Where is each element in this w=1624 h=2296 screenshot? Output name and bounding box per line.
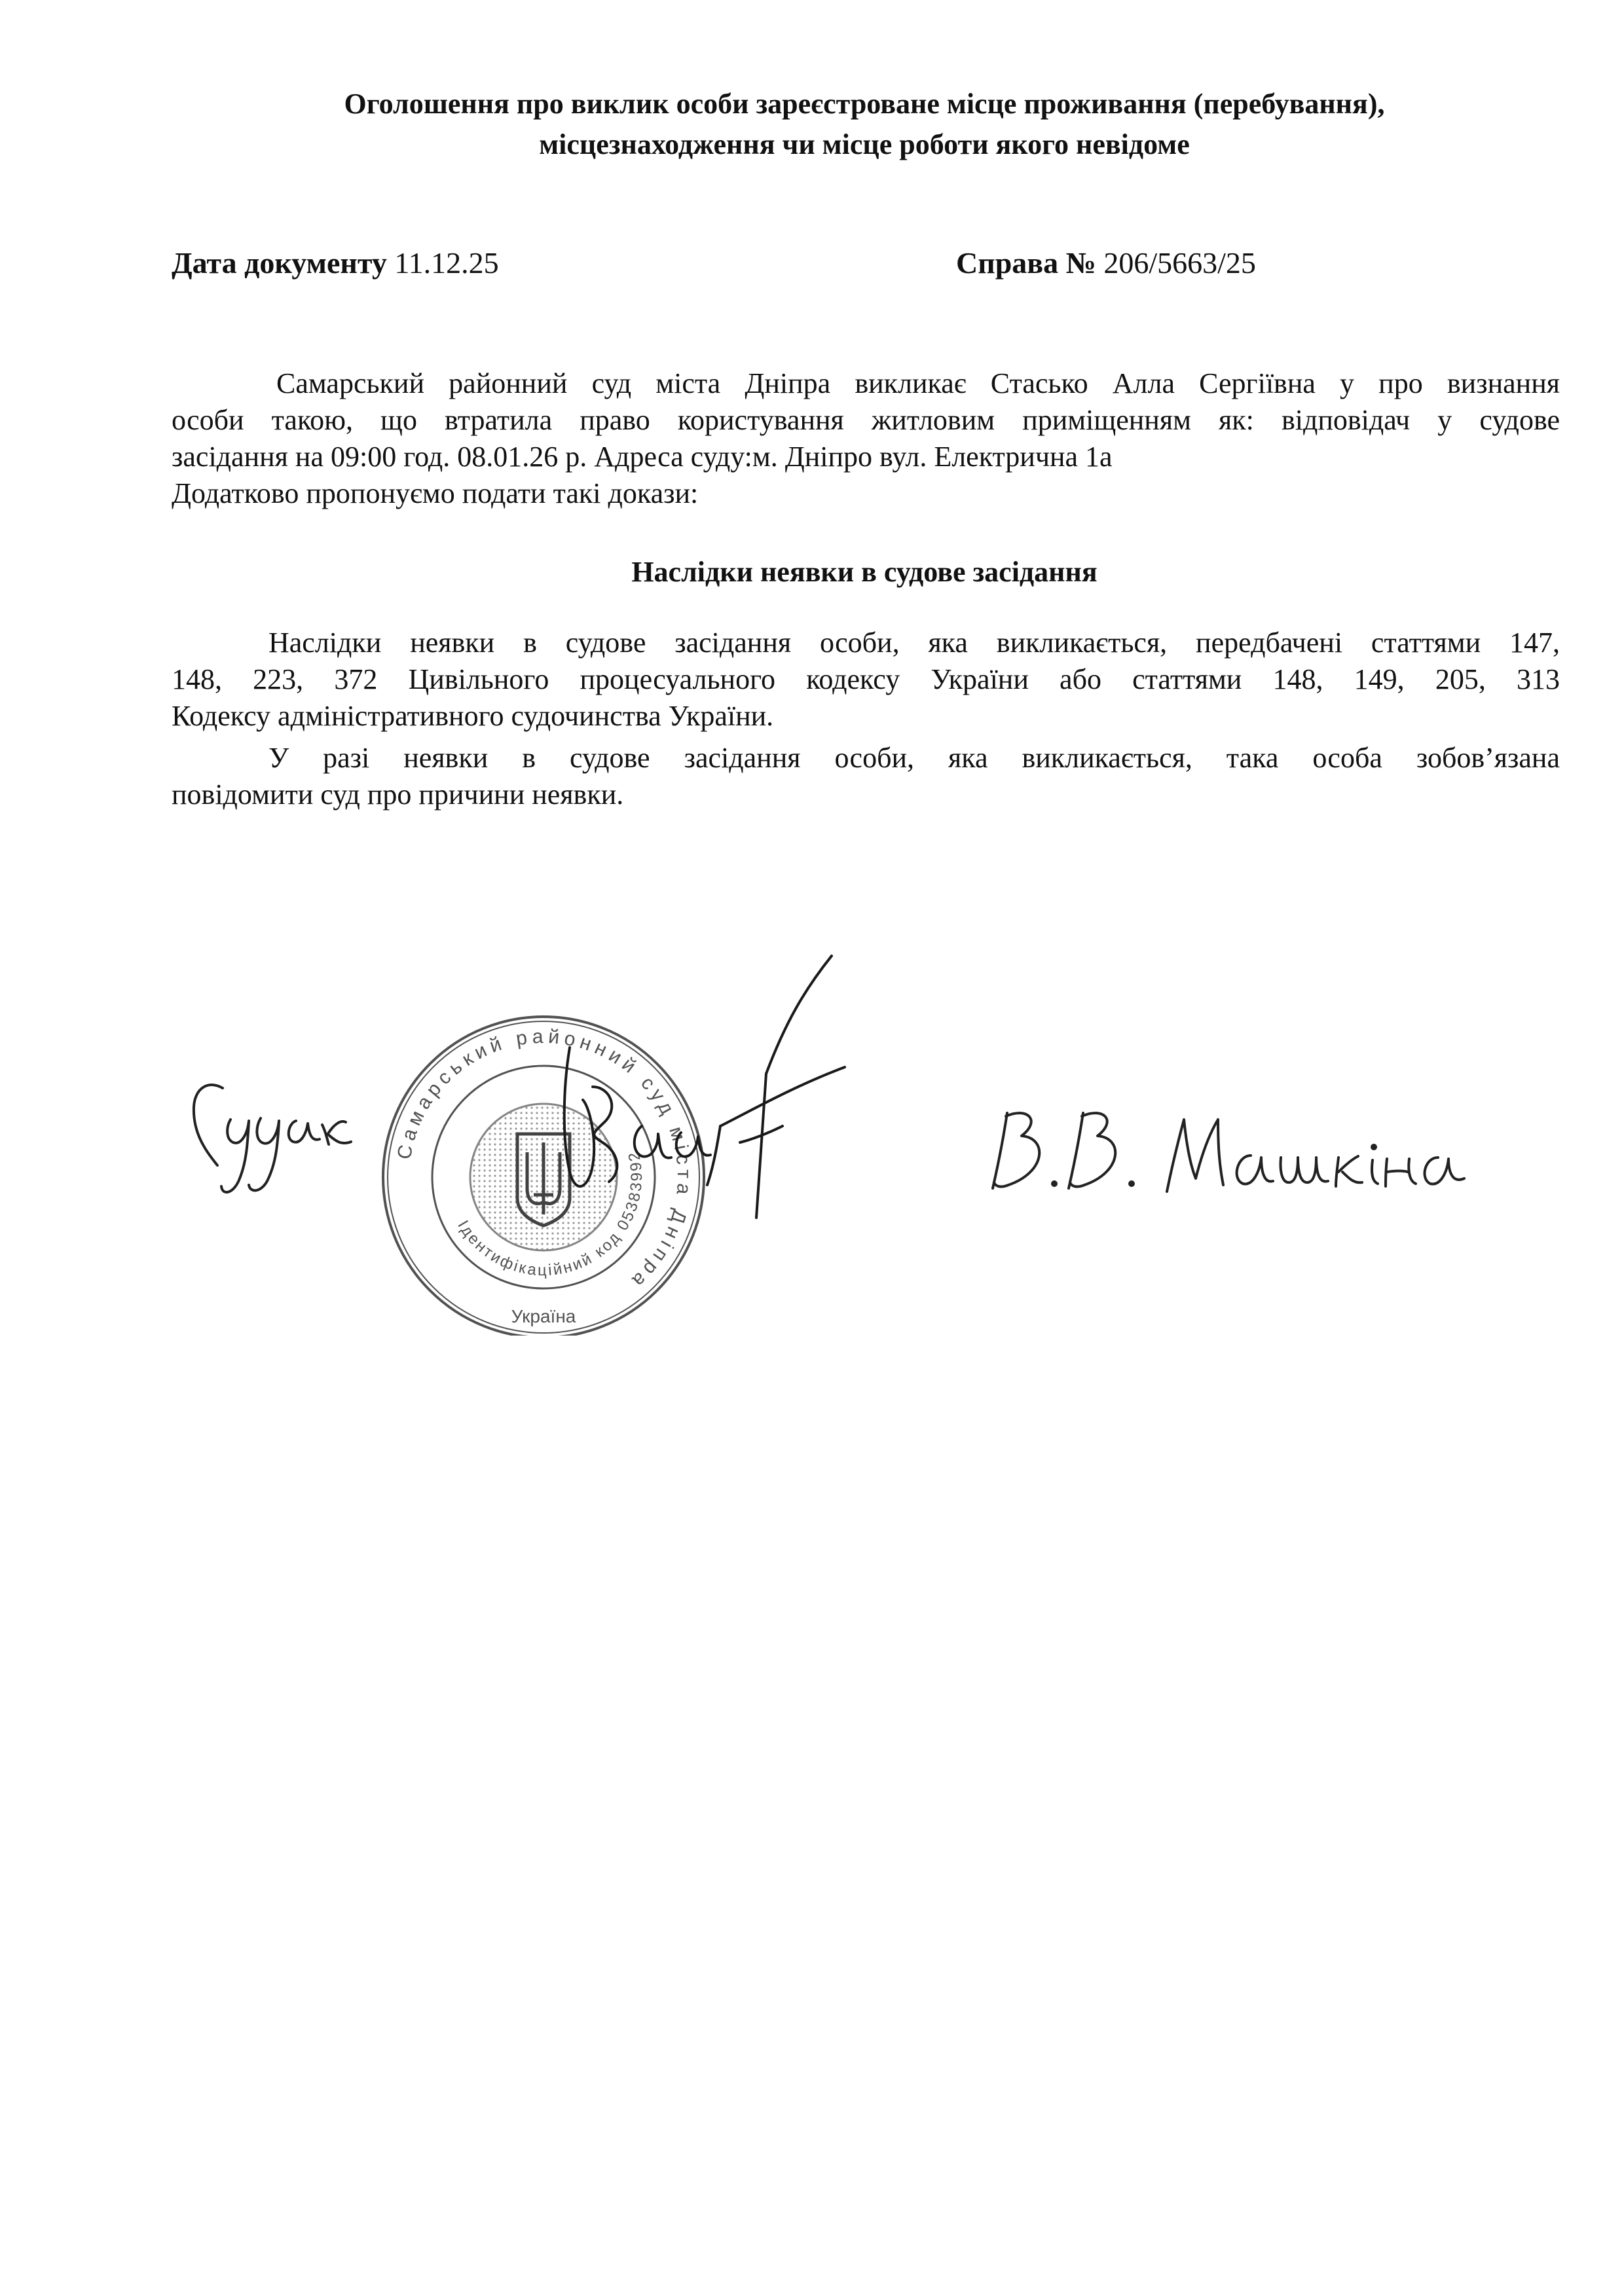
handwritten-judge-name [993,1113,1464,1192]
summons-paragraph [172,365,1560,512]
consequences-line-2: 148, 223, 372 Цивільного процесуального кодексу України або статтями 148, 149, 205, 313 [172,663,1560,695]
case-number [956,244,1256,283]
date-value: 11.12.25 [394,246,499,280]
consequences-line-3: Кодексу адміністративного судочинства України. [172,700,774,732]
consequences-paragraph [172,625,1560,735]
case-label: Справа № [956,246,1096,280]
document-title [170,84,1559,165]
seal-inner-text: Ідентифікаційний код 05383992 [454,1148,646,1280]
seal-ring-text: Самарський районний суд міста Дніпра [393,1025,695,1295]
signature-block [0,890,1624,1336]
title-line-2: місцезнаходження чи місце роботи якого невідоме [539,128,1190,160]
court-seal [383,1017,704,1336]
summons-line-4: Додатково пропонуємо подати такі докази: [172,477,699,509]
case-value: 206/5663/25 [1103,246,1256,280]
consequences-heading: Наслідки неявки в судове засідання [631,556,1098,588]
summons-line-1: Самарський районний суд міста Дніпра викликає Стасько Алла Сергіївна у про визнання [276,367,1560,399]
seal-country-text: Україна [511,1306,576,1326]
obligation-paragraph [172,740,1560,813]
date-label: Дата документу [172,246,387,280]
handwritten-judge-word [194,1085,351,1192]
obligation-line-1: У разі неявки в судове засідання особи, яка викликається, така особа зобов’язана [268,742,1560,774]
document-date [172,244,499,283]
summons-line-2: особи такою, що втратила право користування житловим приміщенням як: відповідач у судове [172,404,1560,436]
obligation-line-2: повідомити суд про причини неявки. [172,778,624,811]
summons-line-3: засідання на 09:00 год. 08.01.26 р. Адреса суду:м. Дніпро вул. Електрична 1а [172,441,1113,473]
consequences-line-1: Наслідки неявки в судове засідання особи, яка викликається, передбачені статтями 147, [268,627,1560,659]
title-line-1: Оголошення про виклик особи зареєстроване місце проживання (перебування), [344,88,1385,120]
